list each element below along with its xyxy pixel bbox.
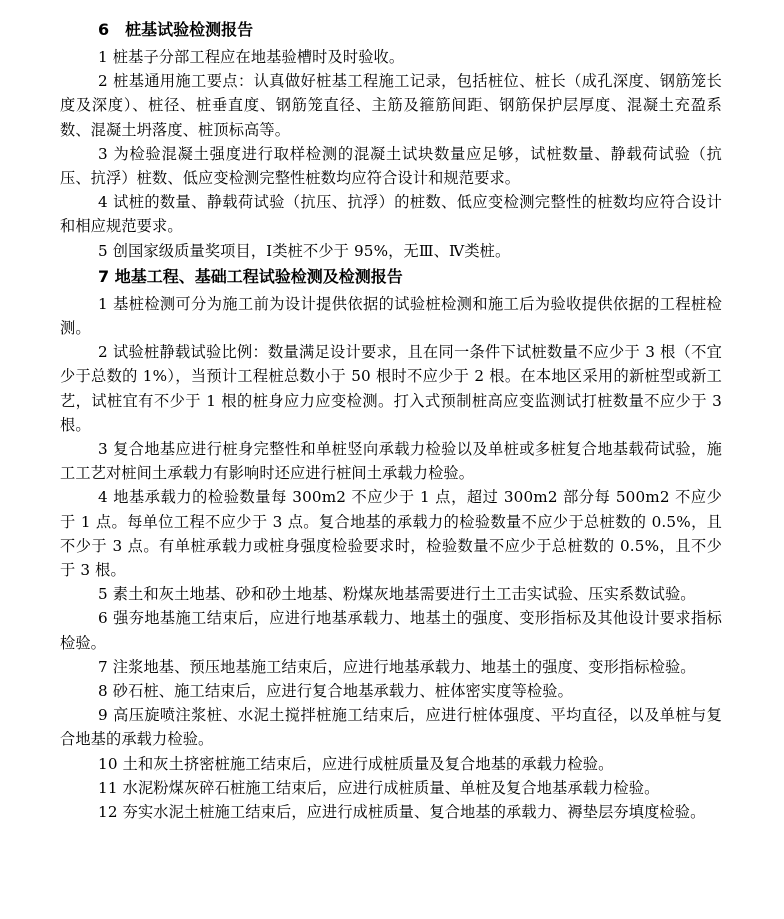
paragraph: 3 为检验混凝土强度进行取样检测的混凝土试块数量应足够，试桩数量、静载荷试验（抗压、抗浮）桩数、低应变检测完整性桩数均应符合设计和规范要求。 xyxy=(60,144,722,188)
paragraph: 4 试桩的数量、静载荷试验（抗压、抗浮）的桩数、低应变检测完整性的桩数均应符合设计和相应规范要求。 xyxy=(60,193,722,236)
paragraph: 5 创国家级质量奖项目，Ⅰ类桩不少于 95%，无Ⅲ、Ⅳ类桩。 xyxy=(98,241,511,260)
paragraph: 10 土和灰土挤密桩施工结束后，应进行成桩质量及复合地基的承载力检验。 xyxy=(98,754,614,773)
paragraph: 7 注浆地基、预压地基施工结束后，应进行地基承载力、地基土的强度、变形指标检验。 xyxy=(98,657,696,676)
paragraph: 9 高压旋喷注浆桩、水泥土搅拌桩施工结束后，应进行桩体强度、平均直径，以及单桩与复合地基的承载力检验。 xyxy=(60,706,722,749)
section-title: 6 桩基试验检测报告 xyxy=(98,20,254,39)
paragraph: 12 夯实水泥土桩施工结束后，应进行成桩质量、复合地基的承载力、褥垫层夯填度检验。 xyxy=(98,803,706,822)
paragraph: 8 砂石桩、施工结束后，应进行复合地基承载力、桩体密实度等检验。 xyxy=(98,682,573,701)
paragraph: 6 强夯地基施工结束后，应进行地基承载力、地基土的强度、变形指标及其他设计要求指标检验。 xyxy=(60,609,722,652)
paragraph: 1 桩基子分部工程应在地基验槽时及时验收。 xyxy=(98,48,405,66)
paragraph: 2 桩基通用施工要点：认真做好桩基工程施工记录，包括桩位、桩长（成孔深度、钢筋笼长度及深度）、桩径、桩垂直度、钢筋笼直径、主筋及箍筋间距、钢筋保护层厚度、混凝土充盈系数、混凝土坍落度、桩顶标高等。 xyxy=(60,72,722,139)
paragraph: 1 基桩检测可分为施工前为设计提供依据的试验桩检测和施工后为验收提供依据的工程桩检测。 xyxy=(60,294,722,338)
paragraph: 4 地基承载力的检验数量每 300m2 不应少于 1 点，超过 300m2 部分每 500m2 不应少于 1 点。每单位工程不应少于 3 点。复合地基的承载力的检验数量不应少于总桩数的 0.5%，且不少于 3 点。有单桩承载力或桩身强度检验要求时，检验数量不应少于总桩数的 0.5%，且不少于 3 根。 xyxy=(60,488,722,580)
paragraph: 3 复合地基应进行桩身完整性和单桩竖向承载力检验以及单桩或多桩复合地基载荷试验，施工工艺对桩间土承载力有影响时还应进行桩间土承载力检验。 xyxy=(60,440,722,483)
paragraph: 5 素土和灰土地基、砂和砂土地基、粉煤灰地基需要进行土工击实试验、压实系数试验。 xyxy=(98,585,696,604)
paragraph: 11 水泥粉煤灰碎石桩施工结束后，应进行成桩质量、单桩及复合地基承载力检验。 xyxy=(98,778,660,797)
section-pile-foundation-report xyxy=(60,18,722,263)
paragraph: 2 试验桩静载试验比例：数量满足设计要求，且在同一条件下试桩数量不应少于 3 根（不宜少于总数的 1%），当预计工程桩总数小于 50 根时不应少于 2 根。在本地区采用的新桩型或新工艺，试桩宜有不少于 1 根的桩身应力应变检测。打入式预制桩高应变监测试打桩数量不应少于 3 根。 xyxy=(60,343,722,434)
section-foundation-testing xyxy=(60,265,722,824)
section-title: 7 地基工程、基础工程试验检测及检测报告 xyxy=(98,266,403,286)
